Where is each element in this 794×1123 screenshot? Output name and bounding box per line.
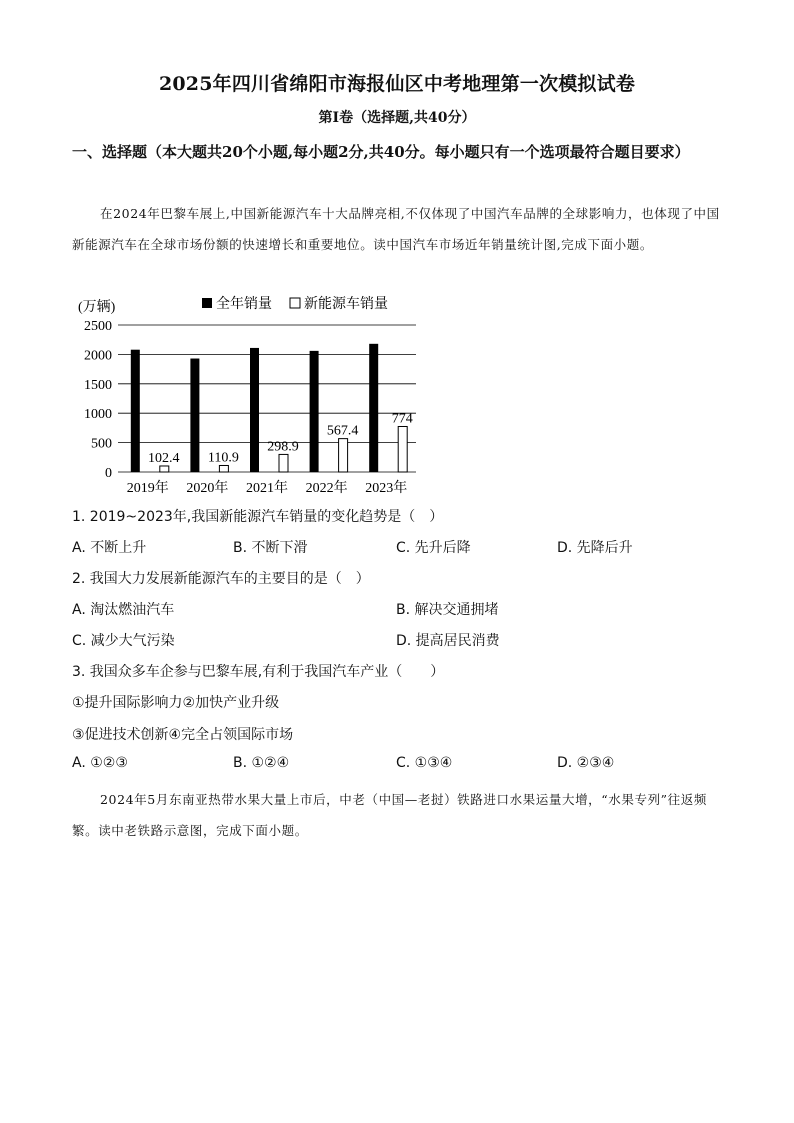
bar-total-sales	[190, 359, 199, 472]
q1-option-d[interactable]: D. 先降后升	[557, 540, 633, 556]
bar-nev-sales	[339, 439, 348, 472]
exam-title: 2025年四川省绵阳市海报仙区中考地理第一次模拟试卷	[158, 73, 636, 95]
data-label-nev: 298.9	[267, 439, 299, 455]
y-tick-label: 500	[91, 436, 112, 452]
question-2-stem: 2. 我国大力发展新能源汽车的主要目的是（ ）	[72, 571, 370, 587]
bar-nev-sales	[279, 454, 288, 472]
q3-option-c[interactable]: C. ①③④	[396, 755, 453, 771]
data-label-nev: 110.9	[207, 450, 239, 466]
bar-total-sales	[131, 350, 140, 472]
bar-total-sales	[310, 351, 319, 472]
q2-option-c[interactable]: C. 减少大气污染	[72, 633, 175, 649]
legend-label-total: 全年销量	[216, 297, 272, 312]
y-tick-label: 1500	[84, 377, 112, 393]
q1-option-a[interactable]: A. 不断上升	[72, 540, 147, 556]
data-label-nev: 774	[391, 411, 413, 427]
legend-swatch-nev	[290, 298, 300, 308]
bar-nev-sales	[398, 426, 407, 472]
q3-option-d[interactable]: D. ②③④	[557, 755, 615, 771]
sales-bar-chart	[70, 290, 430, 502]
y-axis-unit: (万辆)	[78, 300, 116, 315]
question-1-stem: 1. 2019~2023年,我国新能源汽车销量的变化趋势是（ ）	[72, 509, 444, 525]
y-tick-label: 1000	[84, 407, 112, 423]
bar-nev-sales	[160, 466, 169, 472]
legend-label-nev: 新能源车销量	[304, 297, 388, 312]
x-tick-label: 2020年	[186, 481, 229, 496]
x-tick-label: 2023年	[365, 481, 408, 496]
q3-option-a[interactable]: A. ①②③	[72, 755, 128, 771]
bar-total-sales	[369, 344, 378, 472]
q2-option-d[interactable]: D. 提高居民消费	[396, 633, 500, 649]
part-heading: 第I卷（选择题,共40分）	[318, 110, 476, 126]
q1-option-c[interactable]: C. 先升后降	[396, 540, 471, 556]
passage-paris-auto-show: 在2024年巴黎车展上,中国新能源汽车十大品牌亮相,不仅体现了中国汽车品牌的全球影响力，也体现了中国新能源汽车在全球市场份额的快速增长和重要地位。读中国汽车市场近年销量统计图,完成下面小题。	[72, 206, 720, 252]
data-label-nev: 567.4	[326, 423, 359, 439]
q3-option-b[interactable]: B. ①②④	[233, 755, 290, 771]
y-tick-label: 2500	[84, 319, 112, 334]
bar-nev-sales	[219, 465, 228, 472]
legend-swatch-total	[202, 298, 212, 308]
data-label-nev: 102.4	[148, 450, 180, 466]
x-tick-label: 2019年	[126, 481, 169, 496]
x-tick-label: 2021年	[246, 481, 288, 496]
y-tick-label: 0	[105, 466, 112, 481]
x-tick-label: 2022年	[305, 481, 348, 496]
y-tick-label: 2000	[84, 348, 112, 364]
q3-statement-line-1: ①提升国际影响力②加快产业升级	[72, 695, 280, 711]
q1-option-b[interactable]: B. 不断下滑	[233, 540, 308, 556]
question-3-stem: 3. 我国众多车企参与巴黎车展,有利于我国汽车产业（ ）	[72, 664, 445, 680]
passage-china-laos-railway: 2024年5月东南亚热带水果大量上市后，中老（中国—老挝）铁路进口水果运量大增，“水果专列”往返频繁。读中老铁路示意图，完成下面小题。	[72, 792, 707, 838]
section-heading: 一、选择题（本大题共20个小题,每小题2分,共40分。每小题只有一个选项最符合题目要求）	[72, 143, 690, 161]
legend	[202, 295, 388, 312]
q2-option-a[interactable]: A. 淘汰燃油汽车	[72, 602, 175, 618]
q3-statement-line-2: ③促进技术创新④完全占领国际市场	[72, 727, 294, 743]
bar-total-sales	[250, 348, 259, 472]
q2-option-b[interactable]: B. 解决交通拥堵	[396, 602, 499, 618]
